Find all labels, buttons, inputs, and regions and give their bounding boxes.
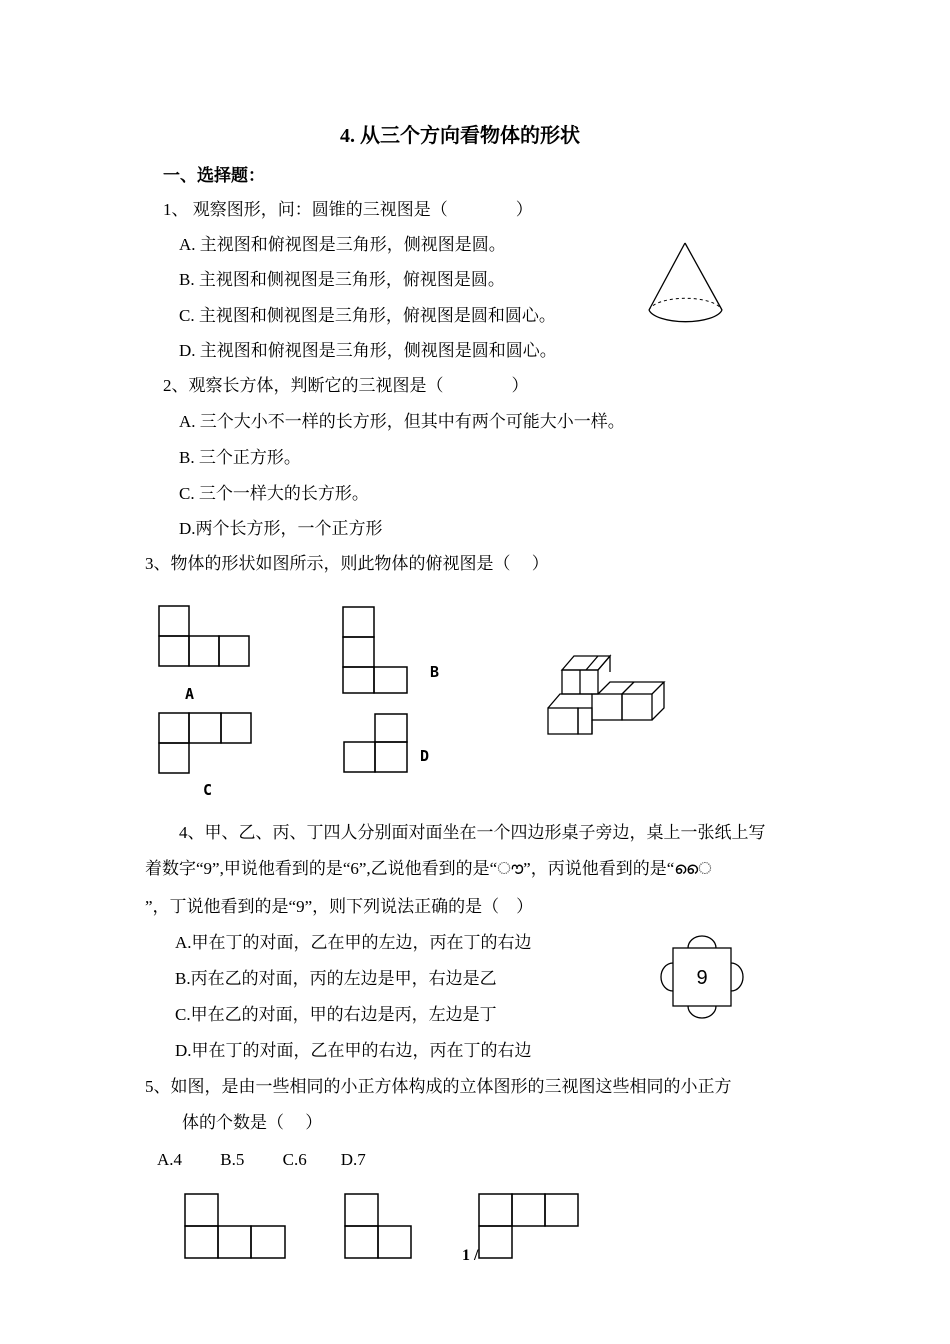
q4-line-2-wrap [145,859,712,879]
q1-option-c: C. 主视图和侧视图是三角形，俯视图是圆和圆心。 [179,306,556,325]
q4-option-c: C.甲在乙的对面，甲的右边是丙，左边是丁 [175,1005,497,1024]
cone-figure [640,238,730,333]
q2-option-a: A. 三个大小不一样的长方形，但其中有两个可能大小一样。 [179,412,625,431]
q3-option-d-figure [338,708,418,778]
q3-label-b: B [430,663,440,681]
q5-choices: A.4 B.5 C.6 D.7 [157,1150,366,1169]
q3-option-a-figure [155,600,255,670]
q2-option-c: C. 三个一样大的长方形。 [179,484,369,503]
q4-option-d: D.甲在丁的对面，乙在甲的右边，丙在丁的右边 [175,1041,532,1060]
q2-stem: 2、观察长方体，判断它的三视图是（ ） [163,376,529,395]
q3-cube-solid-figure [540,646,670,741]
q3-label-c: C [203,781,213,799]
q2-option-d: D.两个长方形，一个正方形 [179,519,383,538]
q4-line-3: ”，丁说他看到的是“9”，则下列说法正确的是（ ） [145,897,534,916]
q5-view-2-figure [340,1190,416,1262]
q4-table-figure [655,930,755,1025]
q4-glyph-yi: ൗ [497,859,524,879]
q5-line-2: 体的个数是（ ） [182,1113,323,1132]
q3-label-a: A [185,685,195,703]
q4-option-b: B.丙在乙的对面，丙的左边是甲，右边是乙 [175,969,497,988]
q4-glyph-bing: ൈ [674,859,712,879]
q3-option-b-figure [338,602,413,697]
q4-option-a: A.甲在丁的对面，乙在甲的左边，丙在丁的右边 [175,933,532,952]
q3-option-c-figure [155,709,260,779]
q4-line-1: 4、甲、乙、丙、丁四人分别面对面坐在一个四边形桌子旁边，桌上一张纸上写 [179,823,766,842]
q5-view-1-figure [180,1190,290,1262]
q1-option-d: D. 主视图和俯视图是三角形，侧视图是圆和圆心。 [179,341,557,360]
q4-table-number: 9 [696,967,708,989]
q1-stem: 1、 观察图形，问：圆锥的三视图是（ ） [163,200,533,219]
q4-line-2: 着数字“9”,甲说他看到的是“6”,乙说他看到的是“ [145,859,498,878]
q5-line-1: 5、如图，是由一些相同的小正方体构成的立体图形的三视图这些相同的小正方 [145,1077,732,1096]
q2-option-b: B. 三个正方形。 [179,448,301,467]
page-title: 4. 从三个方向看物体的形状 [340,125,580,147]
page-number: 1 / [462,1247,479,1264]
section-heading: 一、选择题： [163,166,265,185]
q4-line-2b: ”，丙说他看到的是“ [523,859,675,878]
q1-option-a: A. 主视图和俯视图是三角形，侧视图是圆。 [179,235,506,254]
q1-option-b: B. 主视图和侧视图是三角形，俯视图是圆。 [179,270,505,289]
q3-stem: 3、物体的形状如图所示，则此物体的俯视图是（ ） [145,554,549,573]
q3-label-d: D [420,747,430,765]
q5-view-3-figure [474,1190,584,1262]
